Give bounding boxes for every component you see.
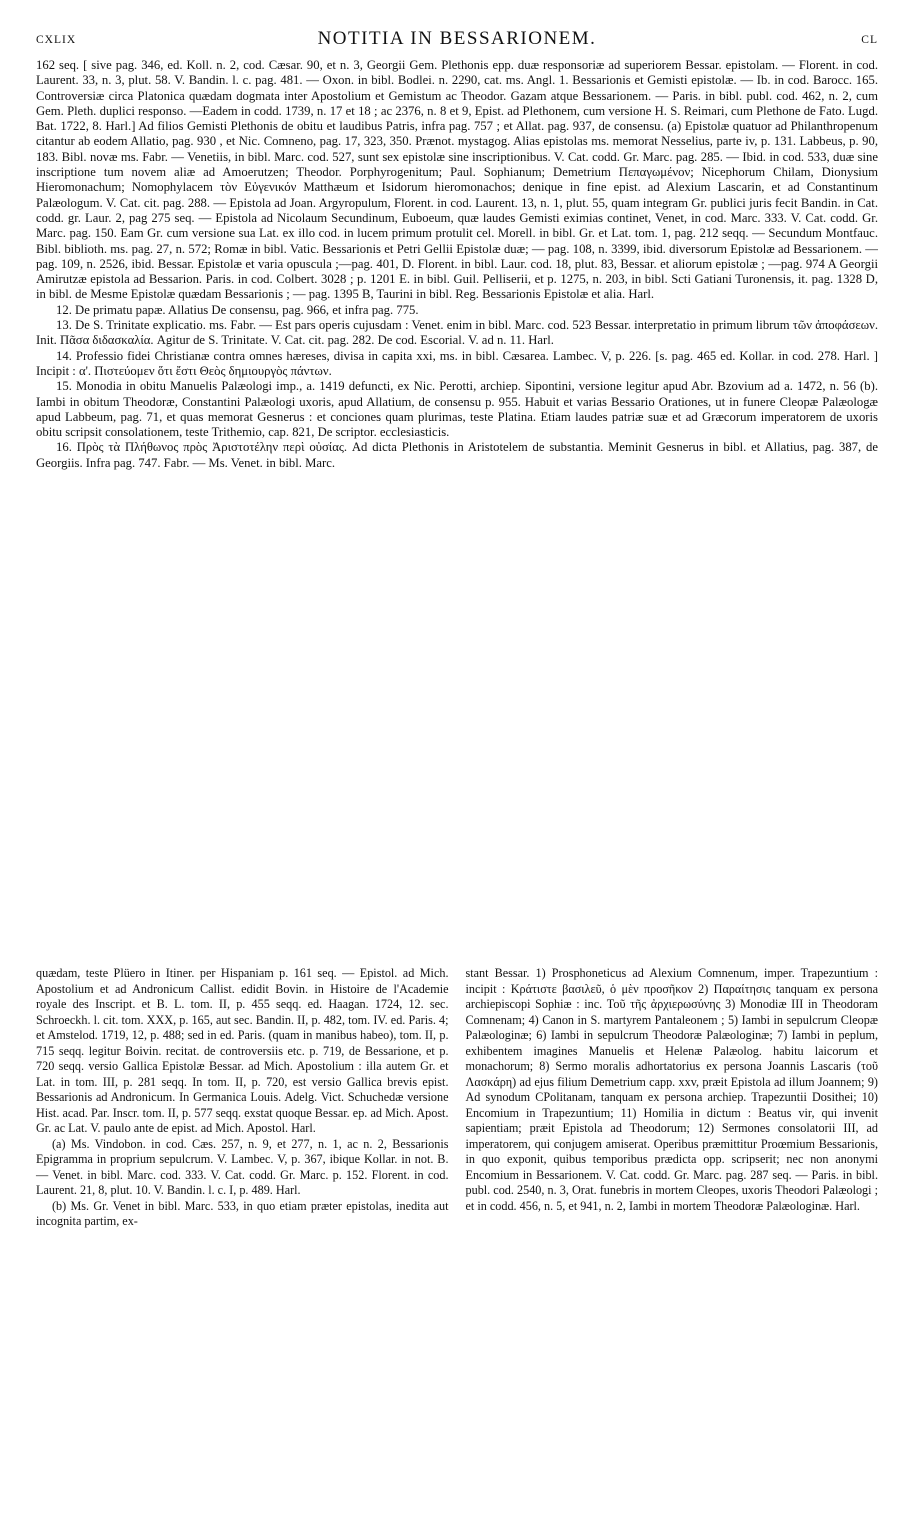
footnote-continuation: quædam, teste Plüero in Itiner. per Hispaniam p. 161 seq. — Epistol. ad Mich. Apostolium et ad Andronicum Callist. edidit Bovin. in Histoire de l'Academie royale des Inscript. et B. L. tom. II, p. 455 seqq. ed. Haagan. 1724, 12. sec. Schroeckh. l. cit. tom. XXX, p. 165, aut sec. Bandin. II, p. 482, tom. IV. ed. Paris. 4; et Amstelod. 1719, 12, p. 488; sed in ed. Paris. (quam in manibus habeo), tom. II, p. 715 seqq. legitur Boivin. recitat. de controversiis etc. p. 719, de Bessarione, et p. 720 seqq. versio Gallica Epistolæ Bessar. ad Mich. Apostolium : illa autem Gr. et Lat. in tom. III, p. 281 seqq. In tom. II, p. 720, est versio Gallica brevis epist. Bessarionis ad Andronicum. In Germanica Louis. Adelg. Vict. Schuchedæ versione Hist. acad. Par. Inscr. tom. II, p. 577 seqq. exstat quoque Bessar. ep. ad Mich. Apost. Gr. ac Lat. V. paulo ante de epist. ad Mich. Apostol. Harl. <box>36 966 449 1135</box>
footnote-a: (a) Ms. Vindobon. in cod. Cæs. 257, n. 9, et 277, n. 1, ac n. 2, Bessarionis Epigramma in proprium sepulcrum. V. Lambec. V, p. 367, ibique Kollar. in not. B. — Venet. in bibl. Marc. cod. 333. V. Cat. codd. Gr. Marc. p. 152. Florent. in cod. Laurent. 21, 8, plut. 10. V. Bandin. l. c. I, p. 489. Harl. <box>36 1136 449 1197</box>
right-page-number: CL <box>861 34 878 46</box>
footnote-b: (b) Ms. Gr. Venet in bibl. Marc. 533, in quo etiam præter epistolas, inedita aut incognita partim, ex- <box>36 1198 449 1228</box>
paragraph-item-12: 12. De primatu papæ. Allatius De consensu, pag. 966, et infra pag. 775. <box>56 302 419 317</box>
footnote-b-continuation: stant Bessar. 1) Prosphoneticus ad Alexium Comnenum, imper. Trapezuntium : incipit : Κράτιστε βασιλεῦ, ὁ μὲν προσῆκον 2) Παραίτησις tanquam ex persona archiepiscopi Sophiæ : inc. Τοῦ τῆς ἀρχιερωσύνης 3) Monodiæ III in Theodoram Comnenam; 4) Canon in S. martyrem Pantaleonem ; 5) Iambi in sepulcrum Cleopæ Palæologinæ; 6) Iambi in sepulcrum Theodoræ Palæologinæ; 7) Iambi in peplum, exhibentem imagines Manuelis et Helenæ Palæolog. habitu laicorum et monachorum; 8) Sermo moralis adhortatorius ex persona Joannis Lascaris (τοῦ Λασκάρη) ad ejus filium Demetrium capp. xxv, præit Epistola ad illum Joannem; 9) Ad synodum CPolitanam, tanquam ex persona archiep. Trapezuntii Dosithei; 10) Encomium in Trapezuntium; 11) Homilia in dictum : Beatus vir, qui invenit sapientiam; præit Epistola ad Theodorum; 12) Sermones consolatorii III, ad imperatorem, qui conjugem amiserat. Operibus præmittitur Proœmium Bessarionis, in quo exponit, quibus temporibus prædicta opp. scripserit; nec non anonymi Encomium in Bessarionem. V. Cat. codd. Gr. Marc. pag. 287 seq. — Paris. in bibl. publ. cod. 2540, n. 3, Orat. funebris in mortem Cleopes, uxoris Theodori Palæologi ; et in codd. 456, n. 5, et 941, n. 2, Iambi in mortem Theodoræ Palæologinæ. Harl. <box>465 966 878 1213</box>
book-page <box>36 28 878 1518</box>
paragraph-epistolae: 162 seq. [ sive pag. 346, ed. Koll. n. 2, cod. Cæsar. 90, et n. 3, Georgii Gem. Plethonis epp. duæ responsoriæ ad superiorem Bessar. epistolam. — Florent. in cod. Laurent. 33, n. 3, plut. 58. V. Bandin. l. c. pag. 481. — Oxon. in bibl. Bodlei. n. 2290, cat. ms. Angl. 1. Bessarionis et Gemisti epistolæ. — Ib. in cod. Barocc. 165. Controversiæ circa Platonica quædam dogmata inter Apostolium et Gemistum ac Theodor. Gazam atque Bessarionem. — Paris. in bibl. publ. cod. 462, n. 2, cum Gem. Pleth. duplici responso. —Eadem in codd. 1739, n. 17 et 18 ; ac 2376, n. 8 et 9, Epist. ad Plethonem, cum versione H. S. Reimari, cum Plethone de Fato. Lugd. Bat. 1722, 8. Harl.] Ad filios Gemisti Plethonis de obitu et laudibus Patris, infra pag. 757 ; et Allat. pag. 937, de consensu. (a) Epistolæ quatuor ad Philanthropenum citantur ab eodem Allatio, pag. 930 , et Nic. Comneno, pag. 17, 323, 350. Prænot. mystagog. Alias epistolas ms. memorat Nesselius, parte iv, p. 131. Labbeus, p. 90, 183. Bibl. novæ ms. Fabr. — Venetiis, in bibl. Marc. cod. 527, sunt sex epistolæ sine inscriptionibus. V. Cat. codd. Gr. Marc. pag. 285. — Ibid. in cod. 533, duæ sine inscriptione tum novem aliæ ad Amoerutzen; Theodor. Porphyrogenitum; Paul. Sophianum; Demetrium Πεπαγωμένον; Nicephorum Chilam, Dionysium Hieromonachum; Nomophylacem τὸν Εὐγενικόν Matthæum et Isidorum hieromonachos; denique in fine epist. ad Alexium Lascarin, et ad Constantinum Palæologum. V. Cat. cit. pag. 288. — Epistola ad Joan. Argyropulum, Florent. in cod. Laurent. 13, n. 1, plut. 55, quam integram Gr. publici juris fecit Bandin. in Cat. codd. gr. Laur. 2, pag 275 seq. — Epistola ad Nicolaum Secundinum, Euboeum, quæ laudes Gemisti eximias continet, Venet, in cod. Marc. 333. V. Cat. codd. Gr. Marc. pag. 150. Eam Gr. cum versione sua Lat. ex illo cod. in lucem primum protulit cel. Morell. in bibl. Gr. et Lat. tom. 1, pag. 212 seqq. — Secundum Montfauc. Bibl. biblioth. ms. pag. 27, n. 572; Romæ in bibl. Vatic. Bessarionis et Petri Gellii Epistolæ duæ; — pag. 108, n. 3399, ibid. diversorum Epistolæ ad Bessarionem. — pag. 109, n. 2526, ibid. Bessar. Epistolæ et varia opuscula ;—pag. 401, D. Florent. in bibl. Laur. cod. 18, plut. 83, Bessar. et aliorum epistolæ ; —pag. 974 A Georgii Amirutzæ epistola ad Bessarion. Paris. in cod. Colbert. 3028 ; p. 1201 E. in bibl. Guil. Pelliserii, et p. 1275, n. 203, in bibl. Scti Gatiani Turonensis, it. pag. 1328 D, in bibl. de Mesme Epistolæ quædam Bessarionis ; — pag. 1395 B, Taurini in bibl. Reg. Bessarionis Epistolæ et alia. Harl. <box>36 58 878 302</box>
footnote-column-right <box>466 966 879 1230</box>
main-text <box>36 58 878 471</box>
paragraph-item-15: 15. Monodia in obitu Manuelis Palæologi imp., a. 1419 defuncti, ex Nic. Perotti, archiep. Sipontini, versione legitur apud Abr. Bzovium ad a. 1472, n. 56 (b). Iambi in obitum Theodoræ, Constantini Palæologi uxoris, apud Allatium, de consensu p. 955. Habuit et varias Bessario Orationes, ut in funere Cleopæ Palæologæ apud Labbeum, pag. 71, et quas memorat Gesnerus : et conciones quam plurimas, teste Platina. Etiam laudes patriæ suæ et ad Græcorum imperatorem de uxoris obitu scripsit consolationem, teste Trithemio, cap. 821, De scriptor. ecclesiasticis. <box>36 379 878 440</box>
paragraph-item-14: 14. Professio fidei Christianæ contra omnes hæreses, divisa in capita xxi, ms. in bibl. Cæsarea. Lambec. V, p. 226. [s. pag. 465 ed. Kollar. in cod. 278. Harl. ] Incipit : α'. Πιστεύομεν ὅτι ἔστι Θεὸς δημιουργὸς πάντων. <box>36 348 878 378</box>
footnote-column-left <box>36 966 449 1230</box>
paragraph-item-16: 16. Πρὸς τὰ Πλήθωνος πρὸς Ἀριστοτέλην περὶ οὐσίας. Ad dicta Plethonis in Aristotelem de substantia. Meminit Gesnerus in bibl. et Allatius, pag. 387, de Georgiis. Infra pag. 747. Fabr. — Ms. Venet. in bibl. Marc. <box>36 440 878 470</box>
paragraph-item-13: 13. De S. Trinitate explicatio. ms. Fabr. — Est pars operis cujusdam : Venet. enim in bibl. Marc. cod. 523 Bessar. interpretatio in primum librum τῶν ἀποφάσεων. Init. Πᾶσα διδασκαλία. Agitur de S. Trinitate. V. Cat. cit. pag. 282. De cod. Escorial. V. ad n. 11. Harl. <box>36 318 878 348</box>
footnotes <box>36 966 878 1230</box>
left-page-number: CXLIX <box>36 34 77 46</box>
running-title: NOTITIA IN BESSARIONEM. <box>317 28 597 49</box>
running-header <box>36 28 878 58</box>
